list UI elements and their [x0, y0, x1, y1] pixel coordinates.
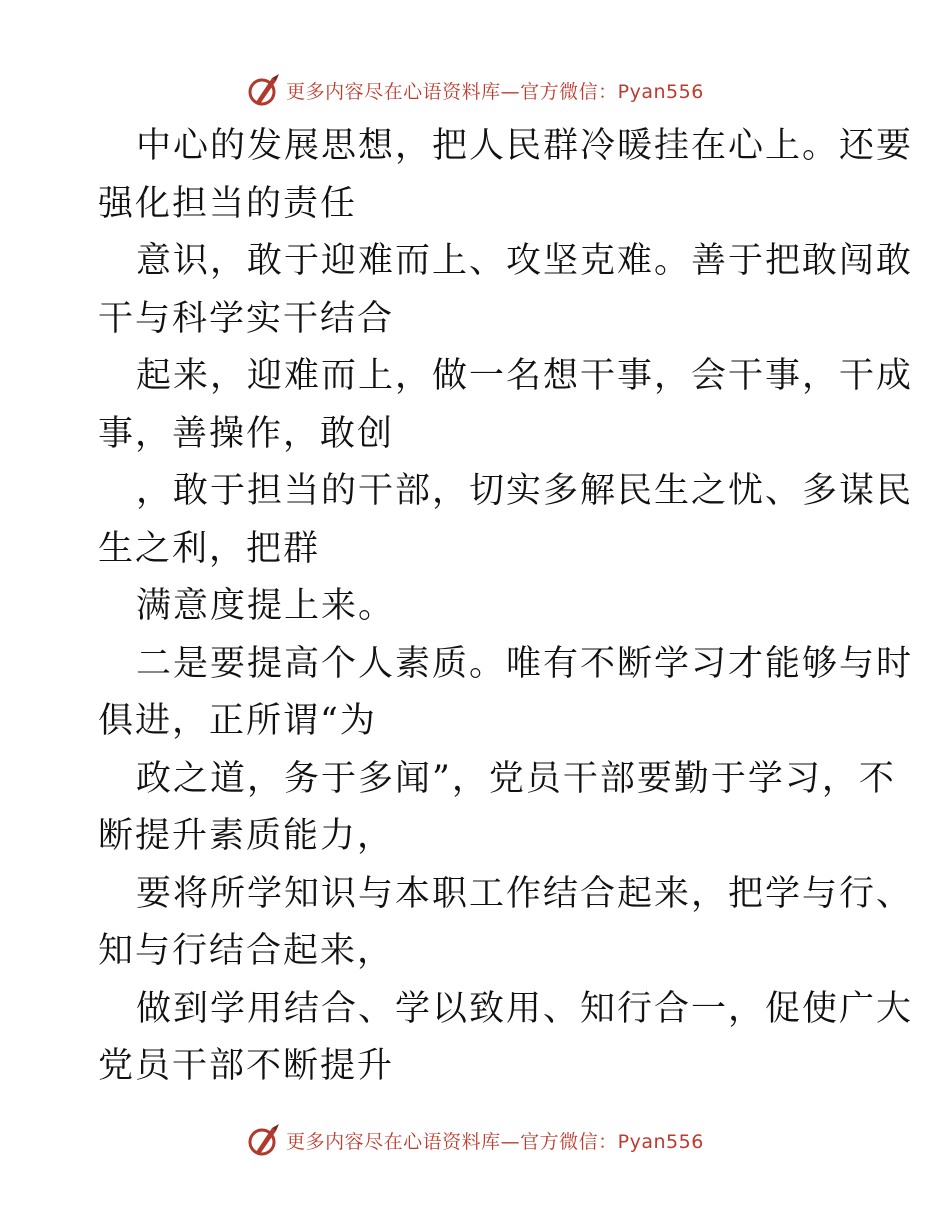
- text-line: 强化担当的责任: [98, 183, 358, 224]
- text-line: 断提升素质能力，: [98, 816, 395, 856]
- quill-pen-logo-icon: [246, 1122, 282, 1158]
- text-line: 起来，迎难而上，做一名想干事，会干事，干成: [136, 356, 914, 396]
- text-line: 要将所学知识与本职工作结合起来，把学与行、: [136, 873, 914, 914]
- text-line: 事，善操作，敢创: [98, 413, 395, 454]
- text-line: 知与行结合起来，: [98, 931, 395, 971]
- text-line: 党员干部不断提升: [98, 1046, 395, 1086]
- watermark-footer: [0, 1120, 950, 1160]
- wechat-id: Pyan556: [617, 1130, 704, 1153]
- text-line: 做到学用结合、学以致用、知行合一，促使广大: [136, 988, 914, 1029]
- text-line: 俱进，正所谓“为: [98, 701, 377, 741]
- watermark-text: 更多内容尽在心语资料库—官方微信：: [286, 80, 618, 103]
- watermark-text: 更多内容尽在心语资料库—官方微信：: [286, 1130, 618, 1153]
- text-line: 意识，敢于迎难而上、攻坚克难。善于把敢闯敢: [136, 241, 914, 281]
- watermark-header: [0, 70, 950, 110]
- wechat-id: Pyan556: [617, 80, 704, 103]
- text-line: 生之利，把群: [98, 528, 321, 569]
- document-body: [98, 118, 914, 1096]
- quill-pen-logo-icon: [246, 72, 282, 108]
- text-line: 二是要提高个人素质。唯有不断学习才能够与时: [136, 643, 914, 684]
- text-line: 干与科学实干结合: [98, 298, 395, 339]
- text-line: 中心的发展思想，把人民群冷暖挂在心上。还要: [136, 126, 914, 166]
- text-line: 满意度提上来。: [136, 586, 396, 626]
- text-line: ，敢于担当的干部，切实多解民生之忧、多谋民: [136, 471, 914, 511]
- text-line: 政之道，务于多闻”，党员干部要勤于学习，不: [136, 758, 896, 799]
